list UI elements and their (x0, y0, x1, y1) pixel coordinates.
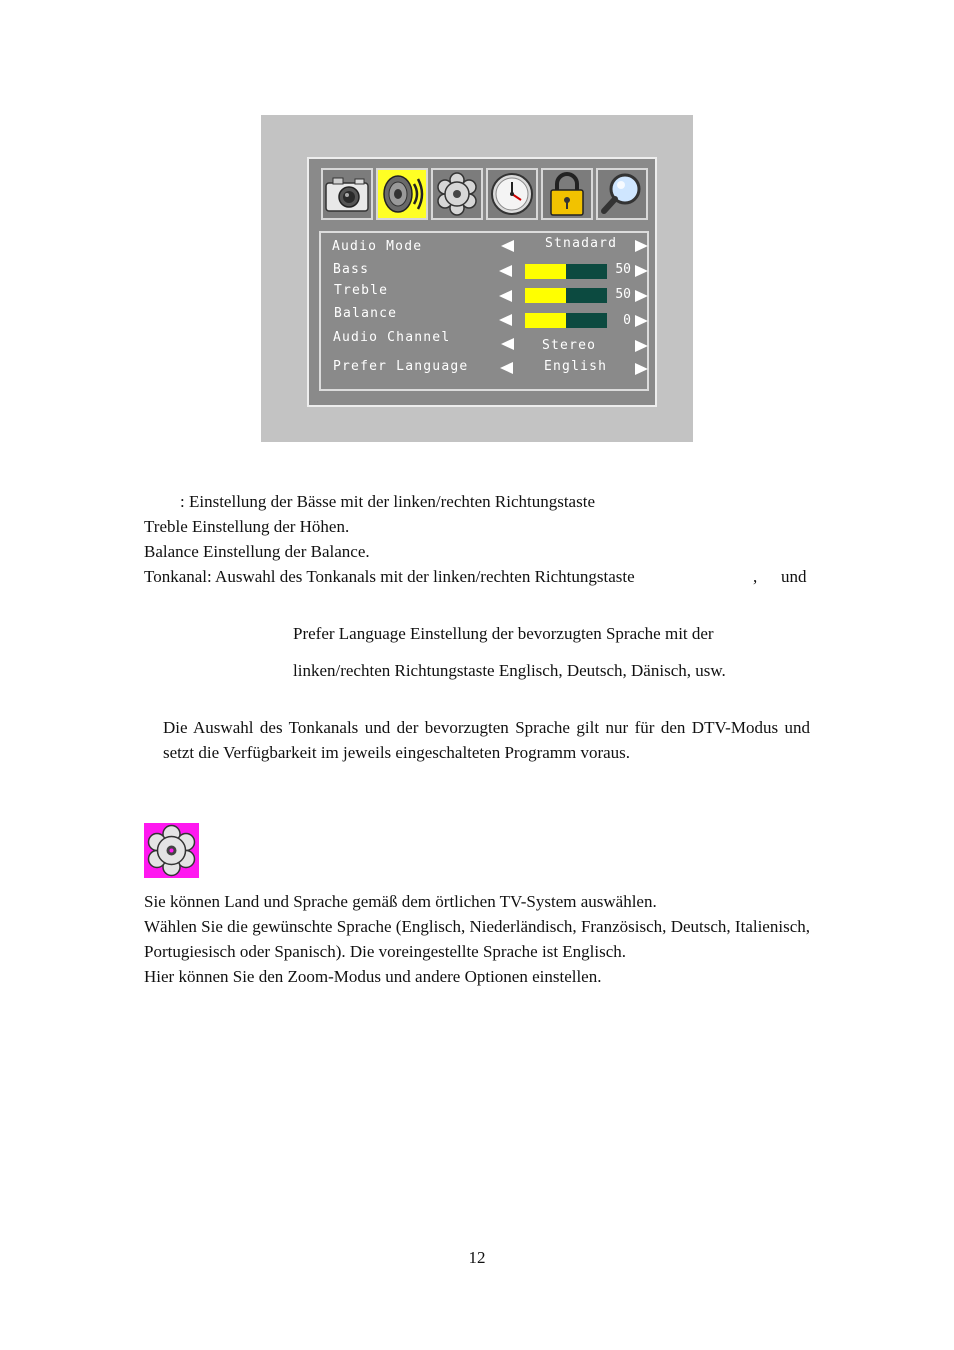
audio-channel-left-arrow[interactable] (501, 338, 514, 350)
audio-mode-value: Stnadard (545, 236, 618, 251)
balance-value: 0 (623, 313, 631, 328)
padlock-icon (546, 171, 588, 217)
tab-picture[interactable] (321, 168, 373, 220)
tab-lock[interactable] (541, 168, 593, 220)
prefer-language-left-arrow[interactable] (500, 362, 513, 374)
audio-mode-left-arrow[interactable] (501, 240, 514, 252)
prefer-language-right-arrow[interactable] (635, 363, 648, 375)
gear-icon (435, 172, 479, 216)
clock-icon (489, 171, 535, 217)
treble-label: Treble (334, 283, 389, 298)
audio-channel-right-arrow[interactable] (635, 340, 648, 352)
page-number: 12 (468, 1248, 486, 1267)
speaker-icon (378, 170, 426, 218)
tonkanal-und: und (781, 567, 807, 586)
tab-sound[interactable] (376, 168, 428, 220)
treble-value: 50 (615, 287, 631, 302)
prefer-language-description-2: linken/rechten Richtungstaste Englisch, Deutsch, Dänisch, usw. (293, 661, 726, 680)
tab-time[interactable] (486, 168, 538, 220)
prefer-language-label: Prefer Language (333, 359, 469, 374)
audio-mode-label: Audio Mode (332, 239, 423, 254)
balance-description: Balance Einstellung der Balance. (144, 542, 370, 561)
audio-channel-value: Stereo (542, 338, 597, 353)
treble-slider-fill (525, 288, 566, 303)
bass-value: 50 (615, 262, 631, 277)
balance-label: Balance (334, 306, 398, 321)
audio-mode-right-arrow[interactable] (635, 240, 648, 252)
prefer-language-description-1: Prefer Language Einstellung der bevorzugten Sprache mit der (293, 624, 714, 643)
bass-slider-fill (525, 264, 566, 279)
tonkanal-description: Tonkanal: Auswahl des Tonkanals mit der linken/rechten Richtungstaste (144, 567, 635, 586)
tab-search[interactable] (596, 168, 648, 220)
setup-paragraph-3: Hier können Sie den Zoom-Modus und andere Optionen einstellen. (144, 967, 602, 986)
tonkanal-comma: , (753, 567, 758, 586)
gear-icon (144, 823, 199, 878)
bass-description: : Einstellung der Bässe mit der linken/rechten Richtungstaste (180, 492, 595, 511)
setup-section-icon (144, 823, 199, 878)
bass-right-arrow[interactable] (635, 265, 648, 277)
tab-setup[interactable] (431, 168, 483, 220)
setup-paragraph-1: Sie können Land und Sprache gemäß dem örtlichen TV-System auswählen. (144, 892, 657, 911)
prefer-language-value: English (544, 359, 608, 374)
treble-description: Treble Einstellung der Höhen. (144, 517, 350, 536)
balance-slider[interactable] (525, 313, 607, 328)
camera-icon (324, 174, 370, 214)
balance-left-arrow[interactable] (499, 314, 512, 326)
osd-screenshot (261, 115, 693, 442)
bass-label: Bass (333, 262, 370, 277)
treble-slider[interactable] (525, 288, 607, 303)
setup-paragraph-2: Wählen Sie die gewünschte Sprache (Englisch, Niederländisch, Französisch, Deutsch, Italienisch, Portugiesisch oder Spanisch). Die voreingestellte Sprache ist Englisch. (144, 917, 810, 961)
audio-menu-panel (307, 157, 657, 407)
bass-left-arrow[interactable] (499, 265, 512, 277)
treble-left-arrow[interactable] (499, 290, 512, 302)
audio-channel-label: Audio Channel (333, 330, 451, 345)
balance-slider-fill (525, 313, 566, 328)
balance-right-arrow[interactable] (635, 315, 648, 327)
bass-slider[interactable] (525, 264, 607, 279)
dtv-note: Die Auswahl des Tonkanals und der bevorzugten Sprache gilt nur für den DTV-Modus und setzt die Verfügbarkeit im jeweils eingeschalteten Programm voraus. (163, 718, 810, 762)
treble-right-arrow[interactable] (635, 290, 648, 302)
magnifier-icon (599, 171, 645, 217)
